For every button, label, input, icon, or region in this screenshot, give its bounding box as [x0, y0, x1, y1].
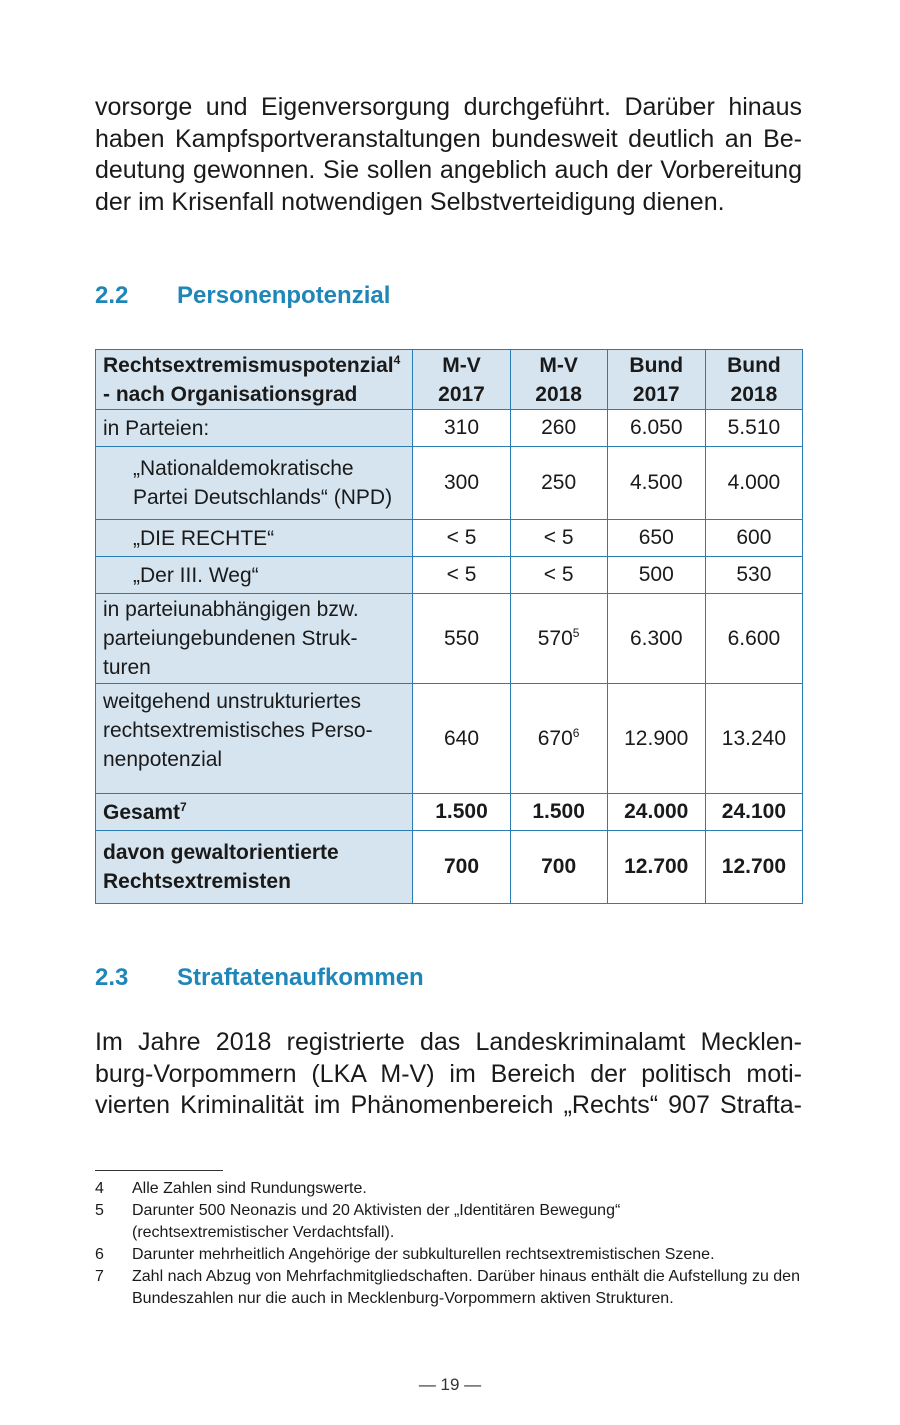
page-number: — 19 — [418, 1375, 482, 1394]
table-row [96, 684, 803, 794]
table-cell: $570^5$ [510, 594, 607, 684]
table-row-total [96, 794, 803, 831]
row-label: Gesamt$^7$ [96, 794, 413, 831]
table-cell: 1.500 [510, 794, 607, 831]
intro-paragraph [95, 92, 802, 218]
row-label: weitgehend unstrukturiertes rechtsextremistisches Perso- nenpotenzial [96, 684, 413, 794]
table-cell: 6.050 [607, 410, 705, 447]
footnote-number: 6 [95, 1246, 104, 1263]
footnote [95, 1266, 802, 1310]
personenpotenzial-table [95, 349, 803, 904]
footnote-divider [95, 1170, 223, 1171]
table-header-label [96, 350, 413, 410]
table-row [96, 447, 803, 520]
table-cell: 500 [607, 557, 705, 594]
header-label-line: - nach Organisationsgrad [103, 382, 358, 406]
table-cell: 12.900 [607, 684, 705, 794]
table-cell: 550 [413, 594, 510, 684]
table-cell: < 5 [413, 520, 510, 557]
row-label: in parteiunabhängigen bzw. parteiungebundenen Struk- turen [96, 594, 413, 684]
footnote-number: 5 [95, 1202, 104, 1219]
table-cell: < 5 [413, 557, 510, 594]
footnote-text: Darunter 500 Neonazis und 20 Aktivisten der „Identitären Bewegung“ (rechtsextremistischer Verdachtsfall). [132, 1202, 621, 1241]
intro-line: haben Kampfsportveranstaltungen bundesweit deutlich an Be- [95, 124, 802, 153]
footnote-number: 4 [95, 1180, 104, 1197]
table-cell: 300 [413, 447, 510, 520]
table-cell: < 5 [510, 557, 607, 594]
section-number: 2.3 [95, 964, 129, 991]
row-label: „DIE RECHTE“ [96, 520, 413, 557]
footnote-text: Alle Zahlen sind Rundungswerte. [132, 1180, 367, 1197]
table-cell: 24.100 [705, 794, 802, 831]
table-row [96, 520, 803, 557]
table-cell: 4.000 [705, 447, 802, 520]
footnote-ref: 7 [180, 799, 187, 814]
table-cell: 250 [510, 447, 607, 520]
table-cell: 4.500 [607, 447, 705, 520]
column-header: Bund 2018 [705, 350, 802, 410]
paragraph-line: vierten Kriminalität im Phänomenbereich „Rechts“ 907 Strafta- [95, 1091, 802, 1119]
table-cell: $670^6$ [510, 684, 607, 794]
table-cell: 1.500 [413, 794, 510, 831]
paragraph-line: burg-Vorpommern (LKA M-V) im Bereich der politisch moti- [95, 1059, 802, 1088]
row-label: davon gewaltorientierte Rechtsextremisten [96, 831, 413, 904]
table-cell: 310 [413, 410, 510, 447]
column-header: M-V 2018 [510, 350, 607, 410]
row-label: „Der III. Weg“ [96, 557, 413, 594]
paragraph-line: Im Jahre 2018 registrierte das Landeskriminalamt Mecklen- [95, 1028, 802, 1056]
table-row [96, 410, 803, 447]
table-row-violent [96, 831, 803, 904]
row-label: „Nationaldemokratische Partei Deutschlands“ (NPD) [96, 447, 413, 520]
footnote-text: Zahl nach Abzug von Mehrfachmitgliedschaften. Darüber hinaus enthält die Aufstellung zu den Bundeszahlen nur die auch in Mecklenburg-Vorpommern aktiven Strukturen. [132, 1268, 800, 1307]
table-cell: 650 [607, 520, 705, 557]
section-title: Straftatenaufkommen [177, 964, 424, 991]
section-heading-2-3 [95, 964, 424, 992]
table-cell: 12.700 [607, 831, 705, 904]
intro-line: vorsorge und Eigenversorgung durchgeführt. Darüber hinaus [95, 93, 802, 121]
table-cell: 700 [510, 831, 607, 904]
table-cell: 600 [705, 520, 802, 557]
intro-line: deutung gewonnen. Sie sollen angeblich auch der Vorbereitung [95, 156, 802, 184]
footnote [95, 1244, 802, 1266]
table-cell: 6.300 [607, 594, 705, 684]
table-row [96, 594, 803, 684]
header-label-line: Rechtsextremismuspotenzial [103, 353, 394, 377]
footnote-ref: 4 [393, 352, 401, 367]
section-number: 2.2 [95, 282, 129, 309]
section-2-3-paragraph [95, 1027, 802, 1122]
section-heading-2-2 [95, 282, 390, 310]
column-header: Bund 2017 [607, 350, 705, 410]
table-cell: 5.510 [705, 410, 802, 447]
table-cell: 700 [413, 831, 510, 904]
table-cell: 640 [413, 684, 510, 794]
table-header-row [96, 350, 803, 410]
row-label: in Parteien: [96, 410, 413, 447]
section-title: Personenpotenzial [177, 282, 391, 309]
footnotes [95, 1178, 802, 1310]
column-header: M-V 2017 [413, 350, 510, 410]
footnote [95, 1200, 802, 1244]
footnote-number: 7 [95, 1268, 104, 1285]
table-cell: 13.240 [705, 684, 802, 794]
table-cell: 530 [705, 557, 802, 594]
table-cell: 12.700 [705, 831, 802, 904]
footnote-ref: 6 [572, 725, 580, 740]
footnote-text: Darunter mehrheitlich Angehörige der subkulturellen rechtsextremistischen Szene. [132, 1246, 715, 1263]
table-cell: 24.000 [607, 794, 705, 831]
footnote [95, 1178, 802, 1200]
footnote-ref: 5 [572, 625, 580, 640]
table-cell: < 5 [510, 520, 607, 557]
table-cell: 6.600 [705, 594, 802, 684]
table-cell: 260 [510, 410, 607, 447]
intro-line: der im Krisenfall notwendigen Selbstverteidigung dienen. [95, 187, 725, 216]
table-row [96, 557, 803, 594]
